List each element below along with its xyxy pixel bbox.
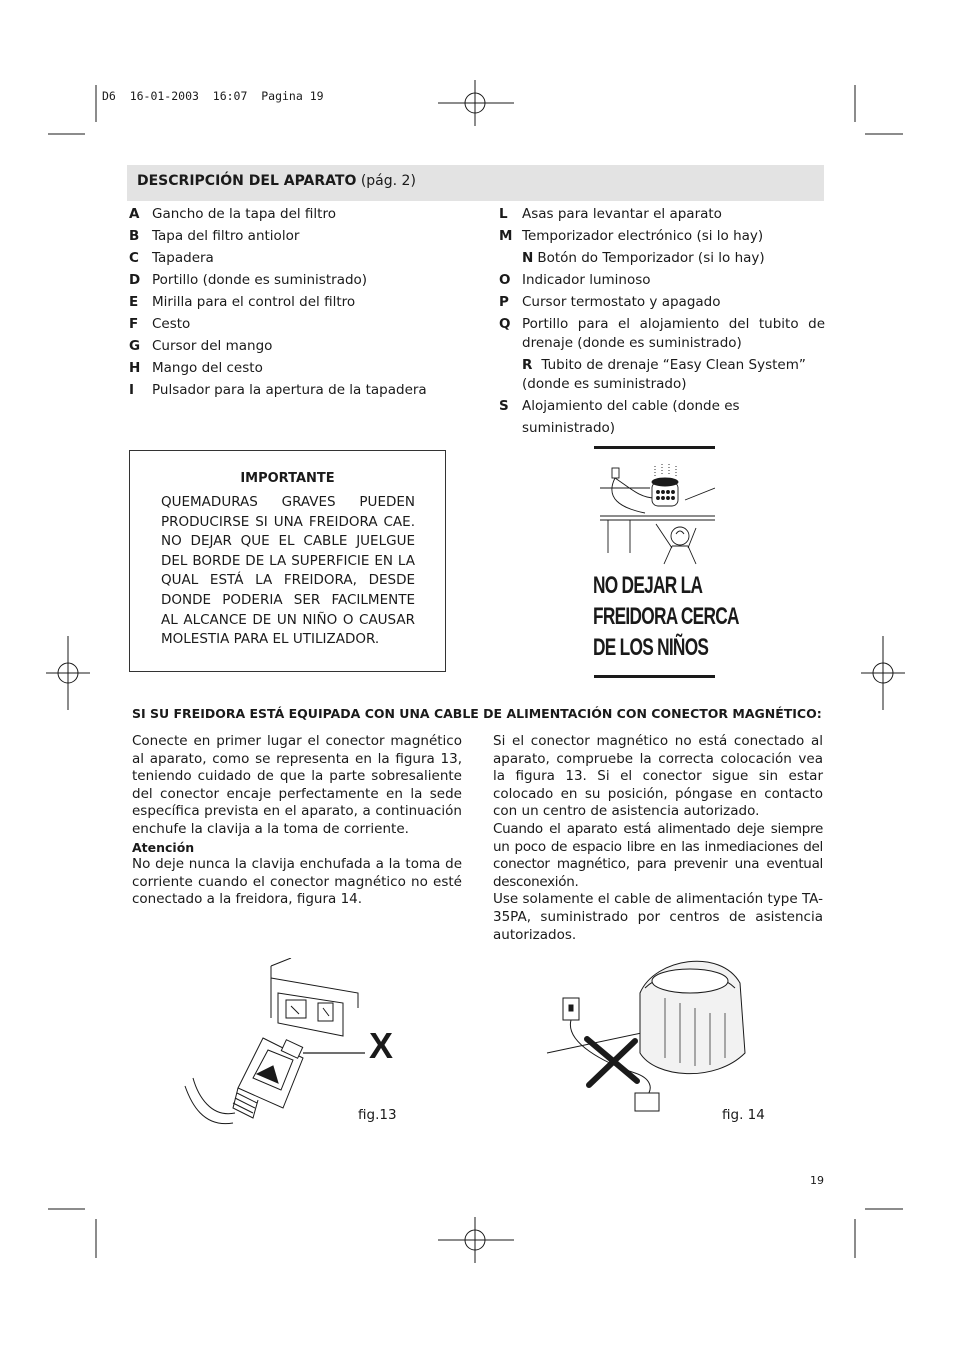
list-item: R Tubito de drenaje “Easy Clean System” (donde es suministrado) [522,357,806,392]
list-item: E Mirilla para el control del filtro [129,294,356,310]
page-number: 19 [810,1174,824,1187]
magnetic-right-column [493,733,823,944]
list-item: A Gancho de la tapa del filtro [129,206,336,222]
parts-list-left [129,203,469,401]
paragraph: Conecte en primer lugar el conector magnético al aparato, como se representa en la figura 13, teniendo cuidado de que la parte sobresaliente del conector encaje perfectamente en la sede específica prevista en el aparato, a continuación enchufe la clavija a la toma de corriente. [132,733,462,837]
list-item: M Temporizador electrónico (si lo hay) [499,228,764,244]
paragraph: Si el conector magnético no está conectado al aparato, compruebe la correcta colocación vea la figura 13. Si el conector sigue sin estar colocado en su posición, póngase en contacto con un centro de asistencia autorizado. [493,733,823,820]
paragraph: Cuando el aparato está alimentado deje siempre un poco de espacio libre en las inmediaciones del conector magnético, para prevenir una eventual desconexión. [493,820,823,890]
paragraph: No deje nunca la clavija enchufada a la toma de corriente cuando el conector magnético no esté conectado a la freidora, figura 14. [132,856,462,908]
list-item: G Cursor del mango [129,338,273,354]
divider [594,675,715,678]
list-item: L Asas para levantar el aparato [499,206,722,222]
list-item: P Cursor termostato y apagado [499,294,721,310]
list-item: D Portillo (donde es suministrado) [129,272,368,288]
list-item: B Tapa del filtro antiolor [129,228,300,244]
warning-title: NO DEJAR LA FREIDORA CERCA DE LOS NIÑOS [593,572,739,661]
magnetic-section-title: SI SU FREIDORA ESTÁ EQUIPADA CON UNA CABLE DE ALIMENTACIÓN CON CONECTOR MAGNÉTICO: [132,706,822,721]
list-item: H Mango del cesto [129,360,263,376]
x-mark: X [369,1025,394,1066]
section-header [127,165,824,201]
magnetic-left-column [132,733,462,909]
child-warning-illustration [600,458,715,566]
list-item: C Tapadera [129,250,214,266]
print-header: D6 16-01-2003 16:07 Pagina 19 [102,89,324,103]
section-page-ref: (pág. 2) [360,173,416,189]
list-item: Q Portillo para el alojamiento del tubito de drenaje (donde es suministrado) [499,316,825,351]
list-item: F Cesto [129,316,191,332]
fig14-caption: fig. 14 [722,1107,765,1123]
important-box [129,450,446,672]
list-item: I Pulsador para la apertura de la tapadera [129,382,427,398]
fig13-caption: fig.13 [358,1107,397,1123]
section-title: DESCRIPCIÓN DEL APARATO [137,173,357,189]
important-title: IMPORTANTE [240,471,335,486]
attention-heading: Atención [132,839,195,855]
divider [594,446,715,449]
paragraph: Use solamente el cable de alimentación type TA-35PA, suministrado por centros de asistencia autorizados. [493,891,823,943]
list-item: O Indicador luminoso [499,272,651,288]
important-text: QUEMADURAS GRAVES PUEDEN PRODUCIRSE SI UNA FREIDORA CAE. NO DEJAR QUE EL CABLE JUELGUE DEL BORDE DE LA SUPERFICIE EN LA QUAL ESTÁ LA FREIDORA, DESDE DONDE PODERIA SER FACILMENTE AL ALCANCE DE UN NIÑO O CAUSAR MOLESTIA PARA EL UTILIZADOR. [161,494,415,648]
fig14-fryer-illustration [545,953,755,1121]
list-item: N Botón do Temporizador (si lo hay) [522,250,765,266]
parts-list-right [499,203,825,439]
list-item: S Alojamiento del cable (donde es suministrado) [499,398,740,436]
